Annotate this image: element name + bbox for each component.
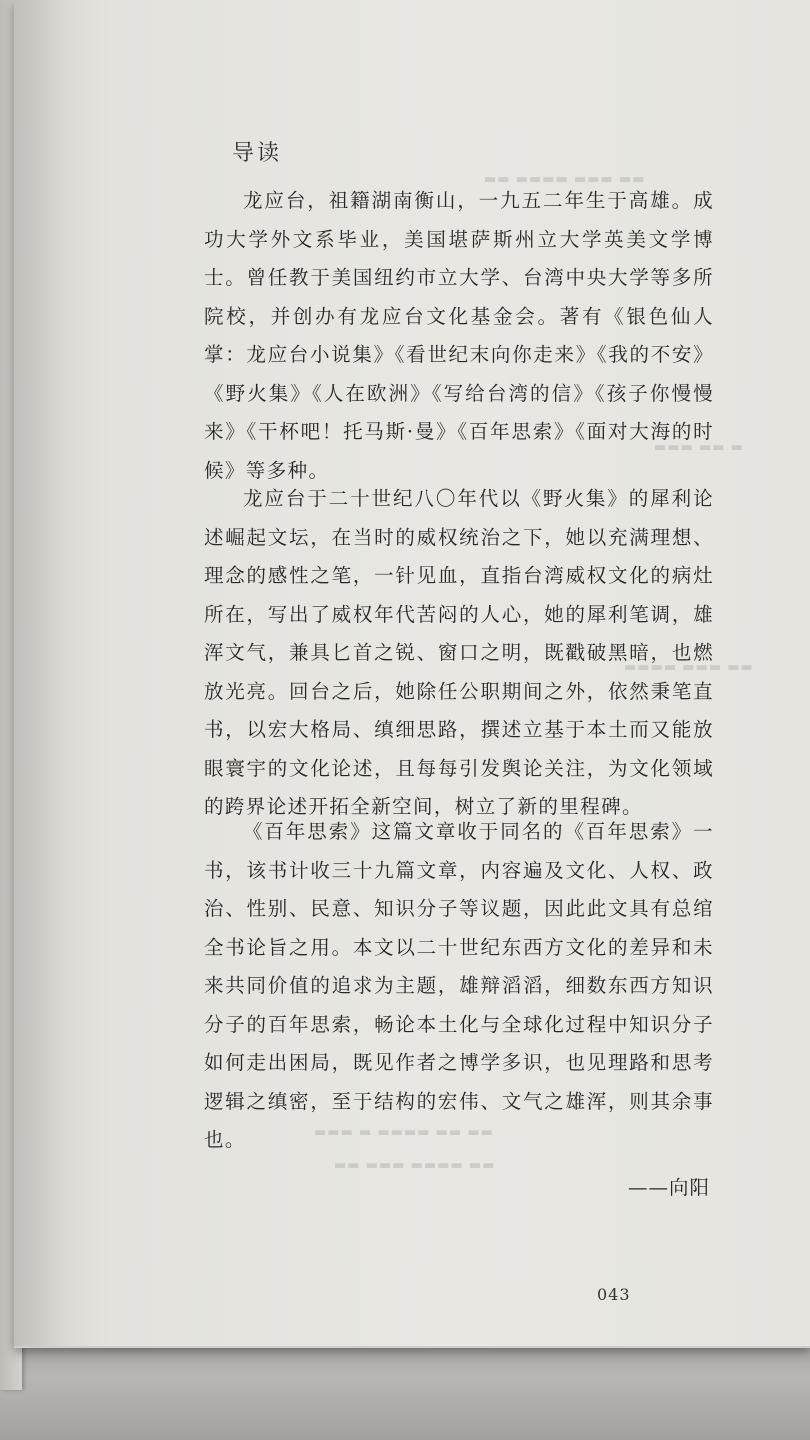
page-fold-shadow xyxy=(14,0,74,1346)
body-paragraph: 《百年思索》这篇文章收于同名的《百年思索》一书，该书计收三十九篇文章，内容遍及文化、人权、政治、性别、民意、知识分子等议题，因此此文具有总绾全书论旨之用。本文以二十世纪东西方文化的差异和未来共同价值的追求为主题，雄辩滔滔，细数东西方知识分子的百年思索，畅论本土化与全球化过程中知识分子如何走出困局，既见作者之博学多识，也见理路和思考逻辑之缜密，至于结构的宏伟、文气之雄浑，则其余事也。 xyxy=(204,820,714,1151)
body-paragraph: 龙应台于二十世纪八〇年代以《野火集》的犀利论述崛起文坛，在当时的威权统治之下，她以充满理想、理念的感性之笔，一针见血，直指台湾威权文化的病灶所在，写出了威权年代苦闷的人心，她的犀利笔调，雄浑文气，兼具匕首之锐、窗口之明，既戳破黑暗，也燃放光亮。回台之后，她除任公职期间之外，依然秉笔直书，以宏大格局、缜细思路，撰述立基于本土而又能放眼寰宇的文化论述，且每每引发舆论关注，为文化领域的跨界论述开拓全新空间，树立了新的里程碑。 xyxy=(204,487,714,818)
show-through-text: ▬▬ ▬▬▬▬ ▬▬▬ ▬▬ xyxy=(484,172,646,187)
book-page xyxy=(14,0,810,1348)
section-heading: 导读 xyxy=(232,141,283,166)
show-through-text: ▬▬▬▬ ▬▬▬ ▬▬ xyxy=(624,660,754,675)
body-paragraph: 龙应台，祖籍湖南衡山，一九五二年生于高雄。成功大学外文系毕业，美国堪萨斯州立大学英美文学博士。曾任教于美国纽约市立大学、台湾中央大学等多所院校，并创办有龙应台文化基金会。著有《银色仙人掌：龙应台小说集》《看世纪末向你走来》《我的不安》《野火集》《人在欧洲》《写给台湾的信》《孩子你慢慢来》《干杯吧！托马斯·曼》《百年思索》《面对大海的时候》等多种。 xyxy=(204,189,714,482)
show-through-text: ▬▬ ▬▬▬ ▬▬▬▬ ▬▬ xyxy=(334,1158,496,1173)
author-signature: ——向阳 xyxy=(627,1176,710,1199)
page-number: 043 xyxy=(597,1285,631,1304)
show-through-text: ▬▬▬ ▬ ▬▬▬▬ ▬▬ ▬▬ xyxy=(314,1125,494,1140)
show-through-text: ▬▬▬ ▬▬ ▬ xyxy=(654,440,744,455)
